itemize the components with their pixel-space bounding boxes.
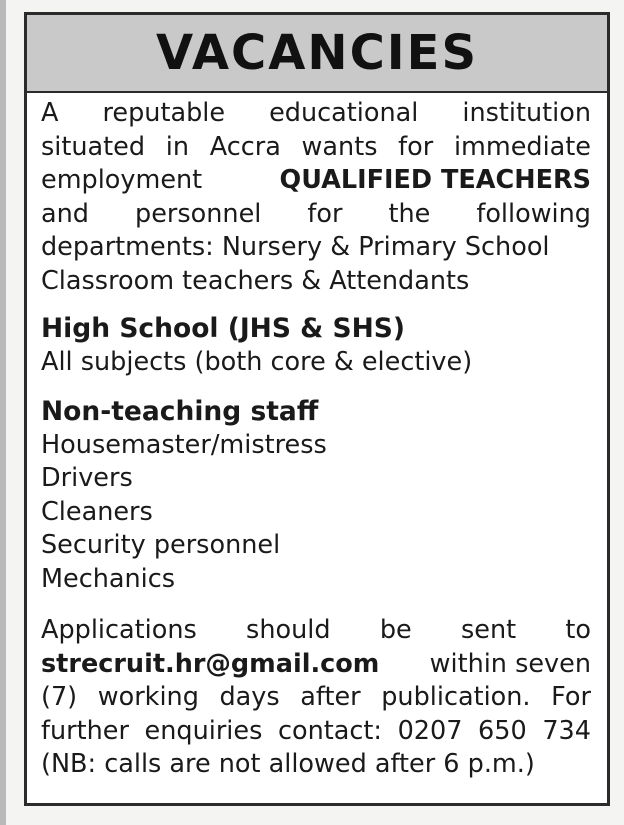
- title-banner: [27, 15, 607, 93]
- applications-line-1: Applications should be sent to: [41, 615, 591, 645]
- applications-line-2: [41, 648, 591, 682]
- high-school-heading: High School (JHS & SHS): [41, 313, 405, 344]
- intro-line-4: and personnel for the following: [41, 198, 591, 229]
- intro-line-3-prefix: employment: [41, 165, 203, 195]
- high-school-detail: All subjects (both core & elective): [41, 346, 473, 377]
- applications-paragraph: [41, 614, 591, 782]
- intro-line-1: A reputable educational institution: [41, 98, 591, 128]
- applications-line-4: further enquiries contact: 0207 650 734: [41, 715, 591, 746]
- high-school-section: [41, 312, 591, 379]
- contact-email: strecruit.hr@gmail.com: [41, 648, 380, 679]
- ad-title: VACANCIES: [155, 25, 479, 81]
- intro-paragraph: [41, 97, 591, 298]
- intro-line-2: situated in Accra wants for immediate: [41, 131, 591, 162]
- non-teaching-section: [41, 395, 591, 596]
- intro-line-6: Classroom teachers & Attendants: [41, 265, 470, 296]
- qualified-teachers-highlight: QUALIFIED TEACHERS: [279, 165, 591, 195]
- applications-line-5: (NB: calls are not allowed after 6 p.m.): [41, 749, 535, 779]
- page-edge-strip: [0, 0, 6, 825]
- intro-line-5: departments: Nursery & Primary School: [41, 232, 550, 262]
- non-teaching-item: Cleaners: [41, 496, 153, 527]
- intro-line-3: [41, 164, 591, 198]
- non-teaching-heading: Non-teaching staff: [41, 396, 319, 427]
- non-teaching-item: Security personnel: [41, 530, 281, 560]
- applications-line-3: (7) working days after publication. For: [41, 682, 591, 712]
- non-teaching-item: Drivers: [41, 463, 133, 493]
- vacancy-advertisement: [24, 12, 610, 806]
- non-teaching-item: Mechanics: [41, 563, 176, 594]
- applications-line-2-suffix: within seven: [429, 648, 591, 679]
- ad-body: [41, 97, 591, 782]
- non-teaching-item: Housemaster/mistress: [41, 429, 327, 460]
